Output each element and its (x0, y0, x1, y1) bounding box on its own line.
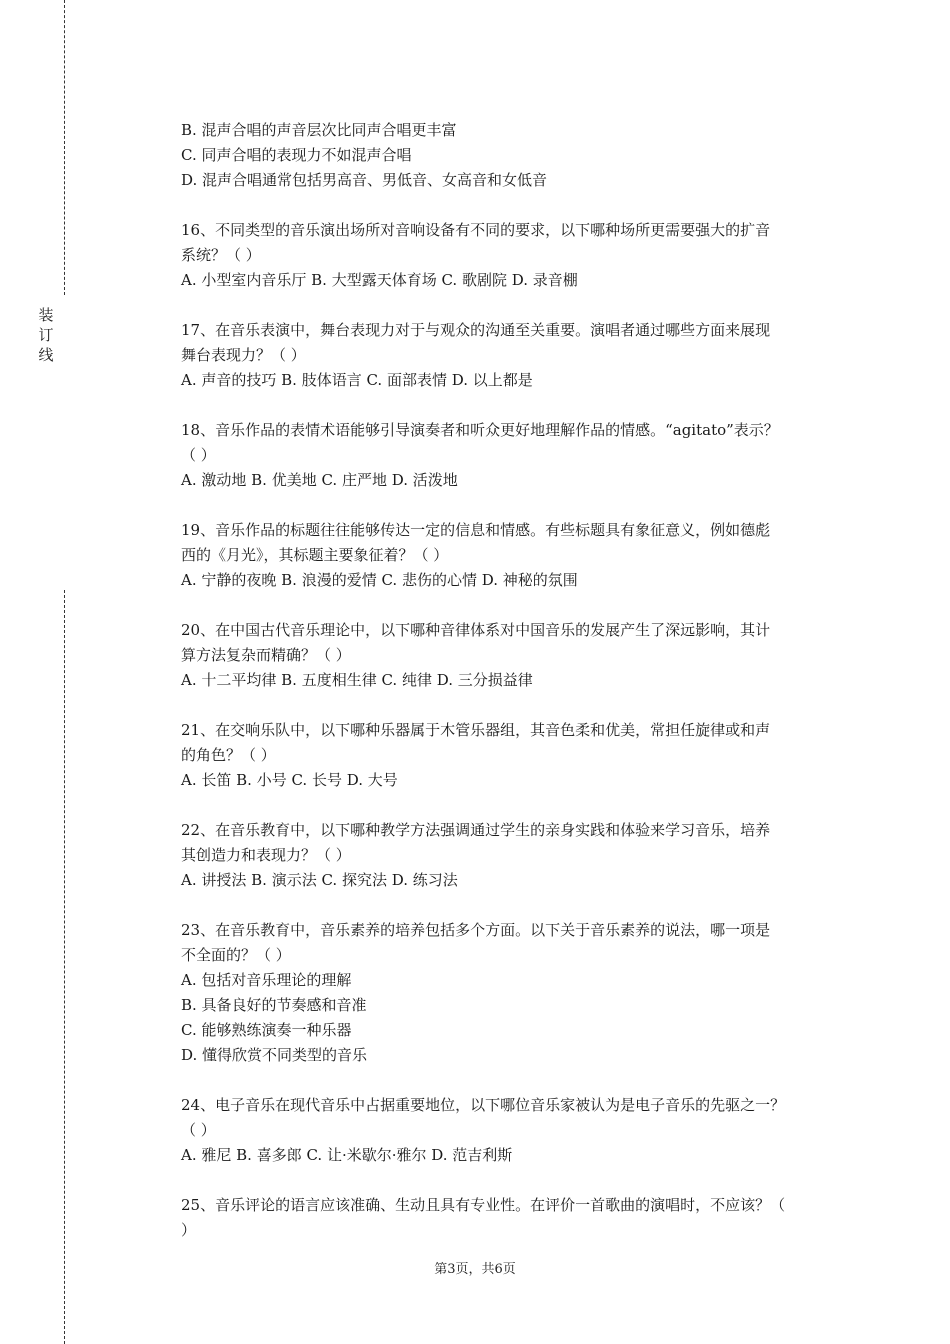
question-block (181, 418, 846, 493)
option-line: D. 混声合唱通常包括男高音、男低音、女高音和女低音 (181, 171, 548, 189)
question-stem-line: 16、不同类型的音乐演出场所对音响设备有不同的要求，以下哪种场所更需要强大的扩音 (181, 221, 771, 239)
option-line: D. 懂得欣赏不同类型的音乐 (181, 1046, 368, 1064)
option-line: A. 长笛 B. 小号 C. 长号 D. 大号 (181, 771, 398, 789)
question-stem-line: 22、在音乐教育中，以下哪种教学方法强调通过学生的亲身实践和体验来学习音乐，培养 (181, 821, 771, 839)
question-block (181, 718, 846, 793)
binding-label (36, 305, 56, 365)
question-block (181, 1193, 846, 1243)
question-block (181, 918, 846, 1068)
question-stem-line: 舞台表现力？（ ） (181, 346, 306, 364)
option-line: A. 小型室内音乐厅 B. 大型露天体育场 C. 歌剧院 D. 录音棚 (181, 271, 578, 289)
question-stem-line: 24、电子音乐在现代音乐中占据重要地位，以下哪位音乐家被认为是电子音乐的先驱之一？ (181, 1096, 786, 1114)
question-stem-line: 23、在音乐教育中，音乐素养的培养包括多个方面。以下关于音乐素养的说法，哪一项是 (181, 921, 771, 939)
option-line: B. 具备良好的节奏感和音准 (181, 996, 367, 1014)
question-stem-line: 西的《月光》，其标题主要象征着？（ ） (181, 546, 449, 564)
question-block (181, 818, 846, 893)
option-line: B. 混声合唱的声音层次比同声合唱更丰富 (181, 121, 457, 139)
question-stem-line: 17、在音乐表演中，舞台表现力对于与观众的沟通至关重要。演唱者通过哪些方面来展现 (181, 321, 771, 339)
question-stem-line: 算方法复杂而精确？（ ） (181, 646, 351, 664)
question-stem-line: （ ） (181, 446, 216, 464)
page-footer: 第3页，共6页 (434, 1262, 516, 1277)
option-line: A. 宁静的夜晚 B. 浪漫的爱情 C. 悲伤的心情 D. 神秘的氛围 (181, 571, 578, 589)
option-line: C. 能够熟练演奏一种乐器 (181, 1021, 352, 1039)
question-list (181, 118, 846, 1243)
question-block (181, 518, 846, 593)
question-stem-line: （ ） (181, 1121, 216, 1139)
binding-char: 线 (38, 346, 54, 364)
question-stem-line: 18、音乐作品的表情术语能够引导演奏者和听众更好地理解作品的情感。“agitato”表示？ (181, 421, 779, 439)
question-stem-line: 25、音乐评论的语言应该准确、生动且具有专业性。在评价一首歌曲的演唱时，不应该？（ (181, 1196, 786, 1214)
question-stem-line: 的角色？（ ） (181, 746, 276, 764)
option-line: A. 包括对音乐理论的理解 (181, 971, 352, 989)
question-stem-line: ） (181, 1221, 197, 1239)
question-block (181, 318, 846, 393)
question-stem-line: 21、在交响乐队中，以下哪种乐器属于木管乐器组，其音色柔和优美，常担任旋律或和声 (181, 721, 771, 739)
question-block (181, 218, 846, 293)
option-line: A. 激动地 B. 优美地 C. 庄严地 D. 活泼地 (181, 471, 458, 489)
previous-question-options (181, 118, 846, 193)
question-stem-line: 20、在中国古代音乐理论中，以下哪种音律体系对中国音乐的发展产生了深远影响，其计 (181, 621, 771, 639)
option-line: C. 同声合唱的表现力不如混声合唱 (181, 146, 412, 164)
option-line: A. 声音的技巧 B. 肢体语言 C. 面部表情 D. 以上都是 (181, 371, 533, 389)
binding-dashed-line-top (64, 0, 65, 295)
binding-char: 装 (38, 306, 54, 324)
binding-char: 订 (38, 326, 54, 344)
question-stem-line: 系统？（ ） (181, 246, 261, 264)
question-stem-line: 19、音乐作品的标题往往能够传达一定的信息和情感。有些标题具有象征意义，例如德彪 (181, 521, 771, 539)
option-line: A. 雅尼 B. 喜多郎 C. 让·米歇尔·雅尔 D. 范吉利斯 (181, 1146, 513, 1164)
binding-dashed-line-bottom (64, 590, 65, 1344)
question-stem-line: 其创造力和表现力？（ ） (181, 846, 351, 864)
option-line: A. 讲授法 B. 演示法 C. 探究法 D. 练习法 (181, 871, 458, 889)
question-block (181, 618, 846, 693)
question-block (181, 1093, 846, 1168)
option-line: A. 十二平均律 B. 五度相生律 C. 纯律 D. 三分损益律 (181, 671, 533, 689)
question-stem-line: 不全面的？（ ） (181, 946, 291, 964)
